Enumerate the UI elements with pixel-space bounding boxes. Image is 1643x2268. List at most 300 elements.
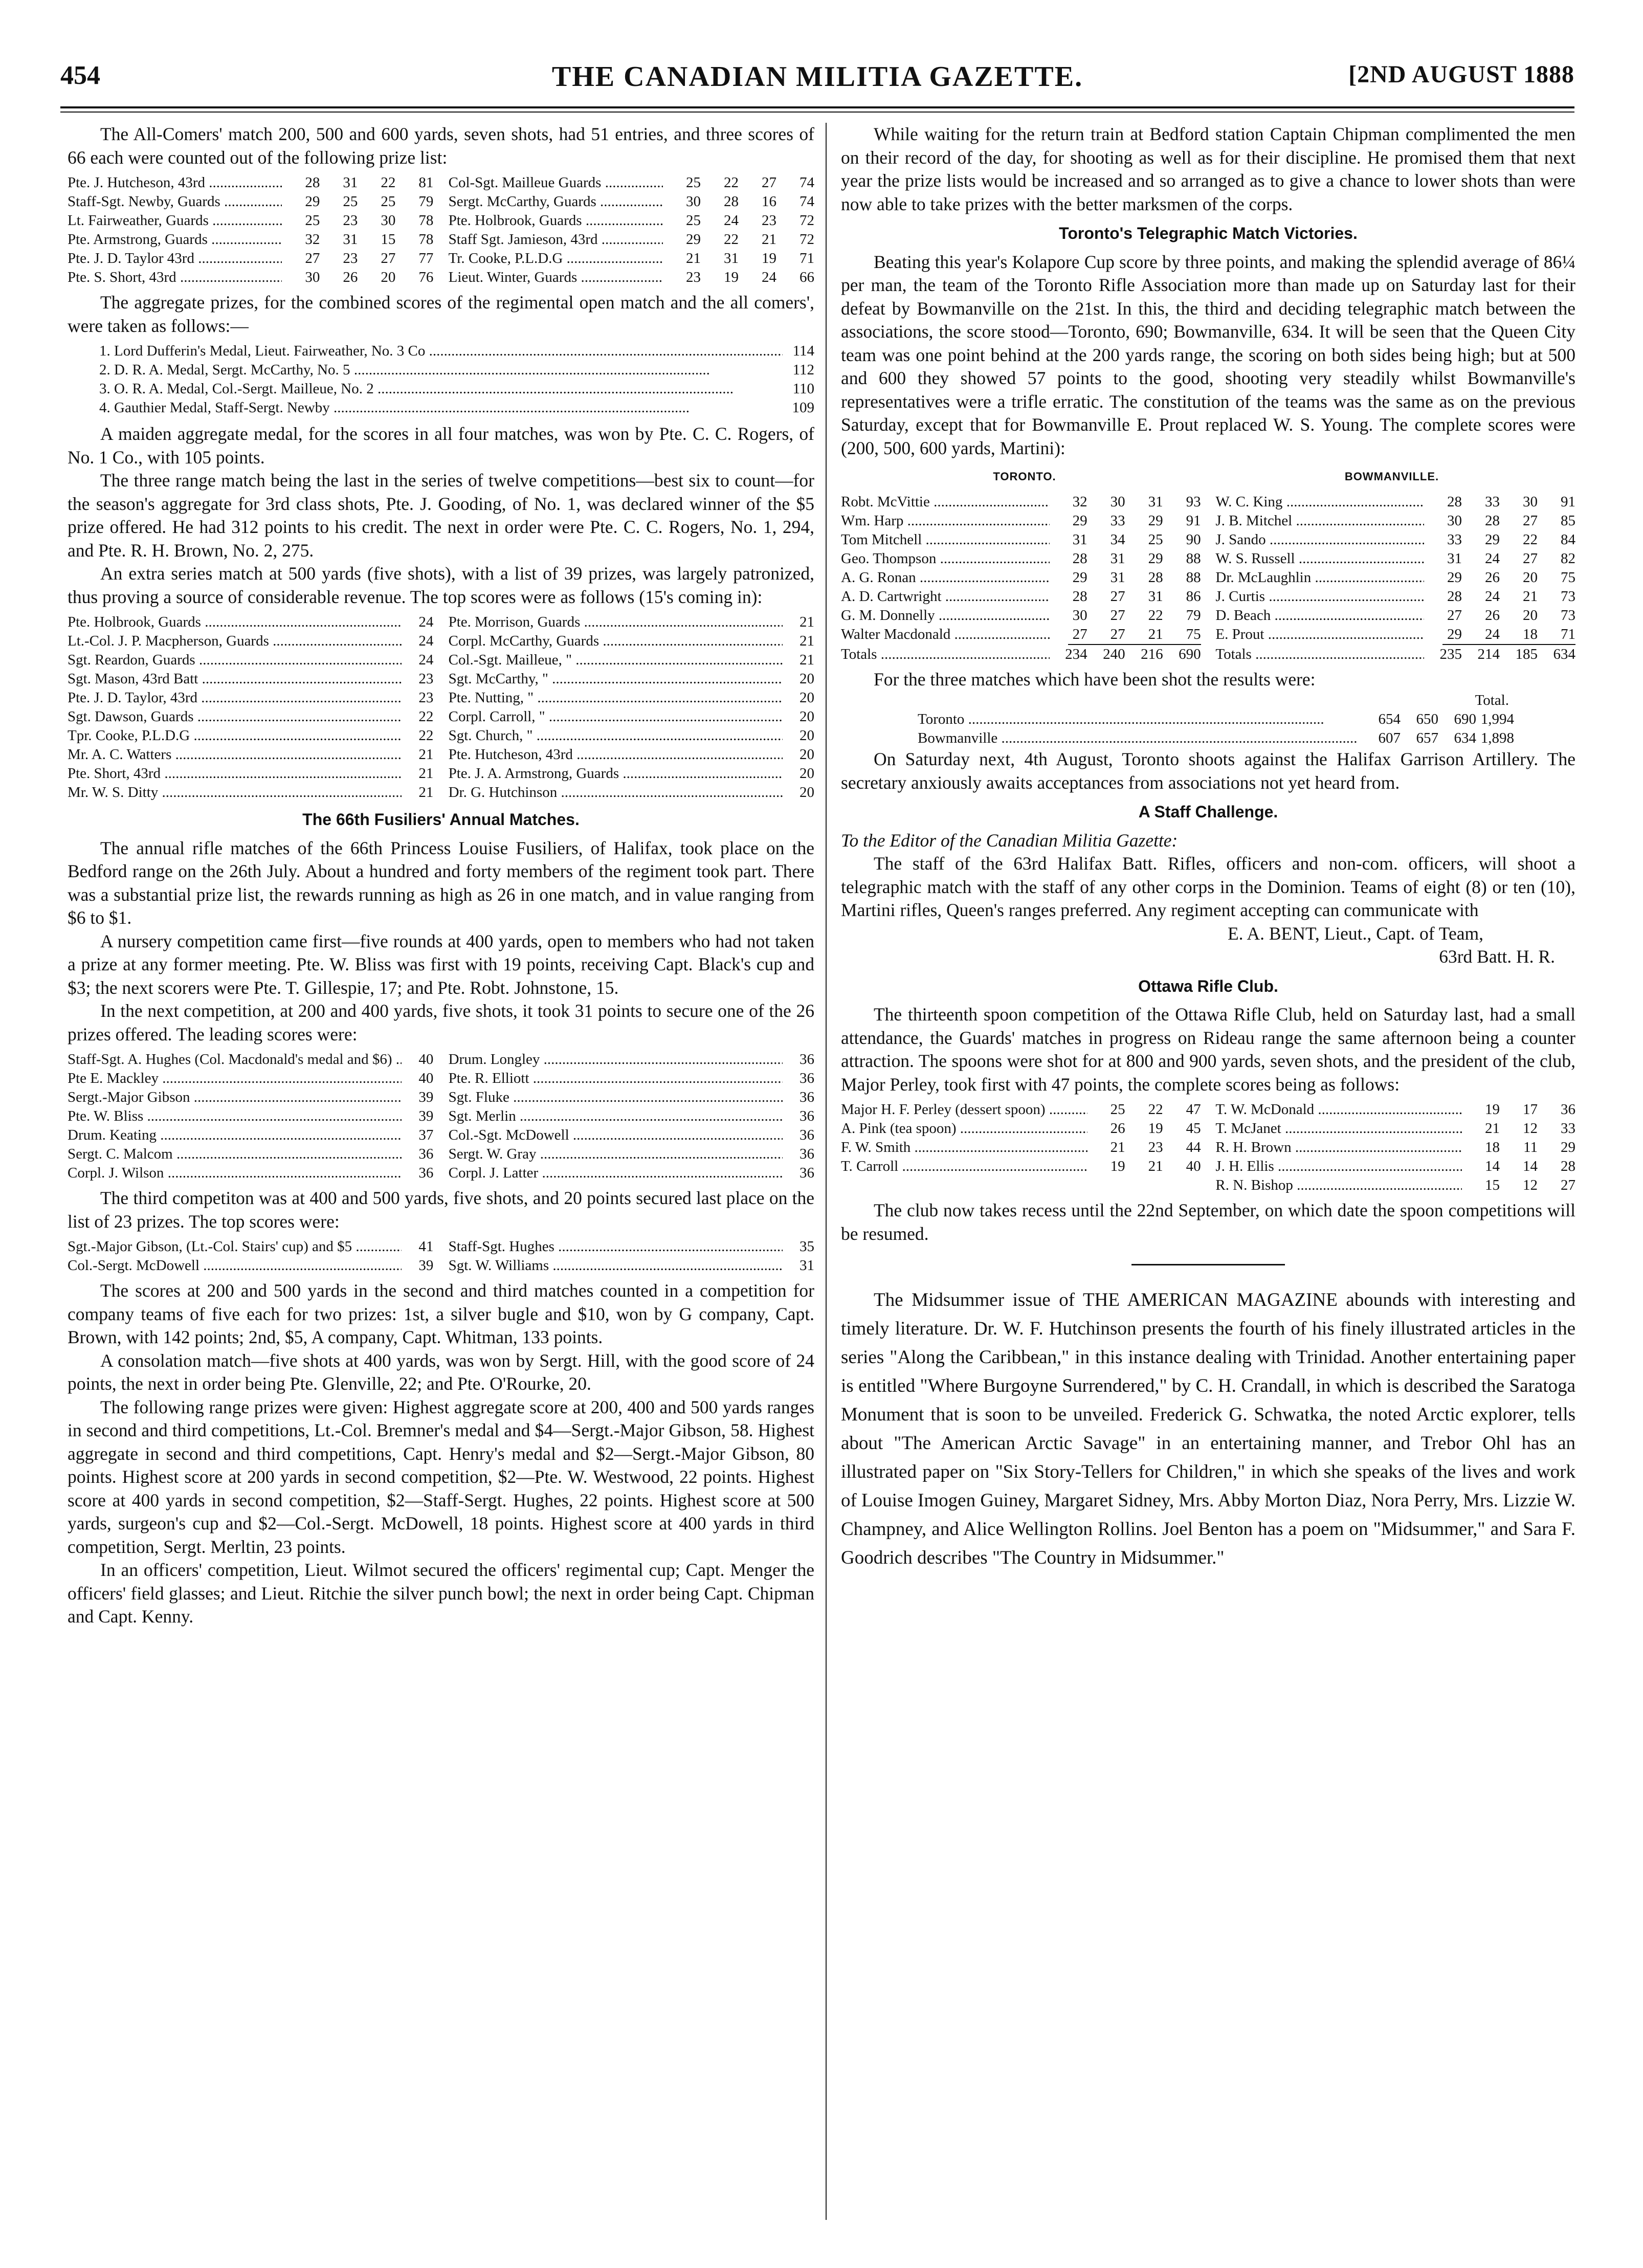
team-labels [841,465,1575,488]
row-score: 79 [1186,607,1201,624]
row-score: 27 [1072,626,1087,642]
row-score: 235 [1439,646,1462,662]
row-score: 25 [1110,1101,1125,1118]
separator-rule [1131,1264,1285,1265]
row-name: Pte E. Mackley ..... [68,1069,402,1088]
masthead-title: THE CANADIAN MILITIA GAZETTE. [551,61,1083,93]
table-row [449,1256,814,1275]
paragraph: The three range match being the last in the series of twelve competitions—best six to count—for the season's aggregate for 3rd class shots, Pte. J. Gooding, of No. 1, was declared winner of the $5 prize offered. He had 312 points to his credit. The next in order were Pte. C. C. Rogers, No. 1, 294, and Pte. R. H. Brown, No. 2, 275. [68,470,814,561]
table-row [1215,1119,1575,1138]
row-score: 18 [1485,1139,1500,1155]
row-score: 31 [1148,588,1163,605]
table-column [449,1237,814,1275]
table-row [449,707,814,726]
paragraph: The staff of the 63rd Halifax Batt. Rifles, officers and non-com. officers, will shoot a telegraphic match with the staff of any other corps in the Dominion. Teams of eight (8) or ten (10), Martini rifles, Queen's ranges preferred. Any regiment accepting can communicate with [841,853,1575,920]
row-score: 185 [1515,646,1538,662]
row-score: 31 [343,231,358,248]
row-name: Drum. Longley ..... [449,1050,783,1069]
aggregate-list [68,342,814,417]
results-rows [918,710,1514,748]
table-row [68,268,433,287]
table-row [68,230,433,249]
row-score: 24 [418,633,434,649]
row-score: 75 [1561,569,1575,586]
table-row [841,530,1201,549]
table-row [841,645,1201,664]
row-score: 30 [1523,493,1538,510]
row-score: 24 [1485,588,1500,605]
row-name: Pte. R. Elliott ..... [449,1069,783,1088]
row-score: 23 [343,212,358,229]
row-name: Col.-Sgt. Mailleue, " ..... [449,651,783,670]
row-name: Drum. Keating ..... [68,1126,402,1145]
paragraph: While waiting for the return train at Bedford station Captain Chipman complimented the men on their record of the day, for shooting as well as for their discipline. He promised them that next year the prize lists would be increased and so arranged as to give a chance to lower shots than were now able to take prizes with the better marksmen of the corps. [841,124,1575,214]
row-name: Pte. Holbrook, Guards ..... [449,211,663,230]
row-name: Pte. Morrison, Guards ..... [449,613,783,632]
row-score: 71 [1561,626,1575,642]
table-row [449,230,814,249]
row-name: Sgt. Reardon, Guards ..... [68,651,402,670]
row-score: 23 [343,250,358,266]
section-heading: Toronto's Telegraphic Match Victories. [1059,224,1358,242]
paragraph: For the three matches which have been shot the results were: [874,669,1316,690]
row-score: 654 [1378,711,1401,727]
row-score: 20 [800,727,814,744]
row-name: Tom Mitchell ..... [841,530,1050,549]
row-score: 21 [800,633,814,649]
row-score: 22 [418,727,434,744]
row-score: 28 [724,193,739,210]
row-score: 91 [1186,512,1201,529]
row-score: 234 [1065,646,1087,662]
paragraph: The All-Comers' match 200, 500 and 600 yards, seven shots, had 51 entries, and three scores of 66 each were counted out of the following prize list: [68,124,814,168]
second-competition-table [68,1050,814,1183]
table-row [1215,493,1575,512]
row-score: 27 [305,250,320,266]
row-score: 21 [1523,588,1538,605]
row-score: 30 [305,269,320,285]
table-row [449,1126,814,1145]
table-row [449,1050,814,1069]
row-name: Staff Sgt. Jamieson, 43rd ..... [449,230,663,249]
total-label: Total. [1475,692,1509,708]
row-score: 28 [1447,588,1462,605]
row-score: 28 [1561,1158,1575,1174]
row-name: Lieut. Winter, Guards ..... [449,268,663,287]
table-row [1215,512,1575,530]
header-rule [60,106,1574,108]
left-column [68,123,814,1629]
table-row [449,1088,814,1107]
row-score: 29 [1072,512,1087,529]
row-name: Sgt.-Major Gibson, (Lt.-Col. Stairs' cup) and $5 ..... [68,1237,402,1256]
row-score: 24 [724,212,739,229]
row-name: Dr. G. Hutchinson ..... [449,783,783,802]
row-score: 78 [418,212,434,229]
row-score: 36 [800,1127,814,1143]
table-column [1215,1100,1575,1195]
row-score: 25 [343,193,358,210]
table-row [68,651,433,670]
row-score: 22 [1523,531,1538,548]
row-score: 86 [1186,588,1201,605]
row-score: 19 [1110,1158,1125,1174]
third-competition-table [68,1237,814,1275]
row-name: 1. Lord Dufferin's Medal, Lieut. Fairweather, No. 3 Co ..... [99,342,783,361]
table-column [68,1237,433,1275]
letter-salutation: To the Editor of the Canadian Militia Gazette: [841,830,1178,851]
row-score: 657 [1416,730,1438,746]
table-row [449,745,814,764]
row-score: 36 [800,1070,814,1086]
row-score: 31 [1110,550,1125,567]
row-score: 29 [1447,626,1462,642]
row-score: 240 [1103,646,1125,662]
row-score: 26 [1485,569,1500,586]
table-row [68,1050,433,1069]
row-score: 30 [1072,607,1087,624]
row-name: Pte. J. A. Armstrong, Guards ..... [449,764,783,783]
row-score: 21 [418,784,434,801]
row-score: 31 [1148,493,1163,510]
row-score: 28 [1447,493,1462,510]
row-score: 30 [381,212,396,229]
table-row [918,710,1514,729]
row-score: 72 [800,231,814,248]
table-row [68,1069,433,1088]
row-name: Pte. Armstrong, Guards ..... [68,230,282,249]
row-name: Sgt. Mason, 43rd Batt ..... [68,670,402,688]
row-score: 19 [762,250,776,266]
row-score: 72 [800,212,814,229]
row-score: 91 [1561,493,1575,510]
table-column [68,173,433,287]
table-row [841,512,1201,530]
paragraph: A consolation match—five shots at 400 yards, was won by Sergt. Hill, with the good score of 24 points, the next in order being Pte. Glenville, 22; and Pte. O'Rourke, 20. [68,1350,814,1394]
row-score: 23 [1148,1139,1163,1155]
table-row [449,651,814,670]
bowmanville-totals [1215,645,1575,664]
row-score: 29 [1485,531,1500,548]
row-name: Pte. Nutting, " ..... [449,688,783,707]
row-score: 634 [1553,646,1575,662]
table-row [68,1107,433,1126]
table-row [1215,1100,1575,1119]
paragraph: The following range prizes were given: Highest aggregate score at 200, 400 and 500 yards ranges in second and third competitions, Lt.-Col. Bremner's medal and $4—Sergt.-Major Gibson, 58. Highest aggregate in second and third competitions, Capt. Henry's medal and $2—Sergt.-Major Gibson, 80 points. Highest score at 200 yards in second competition, $2—Pte. W. Westwood, 22 points. Highest score at 400 yards in second competition, $2—Staff-Sergt. Hughes, 22 points. Highest score at 500 yards, surgeon's cup and $2—Col.-Sergt. McDowell, 18 points. Highest score at 400 yards in third competition, Sergt. Merltin, 23 points. [68,1396,814,1557]
table-row [68,707,433,726]
results-table [841,691,1575,748]
row-name: Staff-Sgt. A. Hughes (Col. Macdonald's medal and $6) ..... [68,1050,402,1069]
row-name: Pte. J. D. Taylor, 43rd ..... [68,688,402,707]
row-score: 35 [800,1238,814,1255]
page-number: 454 [60,61,100,90]
row-name: Tr. Cooke, P.L.D.G ..... [449,249,663,268]
row-score: 15 [1485,1177,1500,1193]
paragraph: The annual rifle matches of the 66th Princess Louise Fusiliers, of Halifax, took place on the Bedford range on the 26th July. About a hundred and forty members of the regiment took part. There was a substantial prize list, the rewards running as high as 26 in one match, and in value ranging from $6 to $1. [68,837,814,928]
row-name: Corpl. Carroll, " ..... [449,707,783,726]
row-name: Sgt. Merlin ..... [449,1107,783,1126]
table-row [449,173,814,192]
row-name: Sgt. McCarthy, " ..... [449,670,783,688]
row-score: 27 [1523,512,1538,529]
row-score: 71 [800,250,814,266]
row-score: 25 [381,193,396,210]
row-name: Corpl. McCarthy, Guards ..... [449,632,783,651]
table-row [68,1145,433,1164]
row-score: 21 [1110,1139,1125,1155]
row-score: 690 [1179,646,1201,662]
row-score: 607 [1378,730,1401,746]
row-name: Sgt. Fluke ..... [449,1088,783,1107]
row-score: 29 [686,231,701,248]
row-name: Pte. W. Bliss ..... [68,1107,402,1126]
page-header [60,60,1574,101]
row-name: Corpl. J. Latter ..... [449,1164,783,1183]
row-name: Sergt.-Major Gibson ..... [68,1088,402,1107]
row-name: Corpl. J. Wilson ..... [68,1164,402,1183]
table-row [449,1164,814,1183]
table-row [68,613,433,632]
table-row [841,1138,1201,1157]
row-score: 27 [1561,1177,1575,1193]
table-row [449,249,814,268]
row-score: 36 [418,1165,434,1181]
row-name: 2. D. R. A. Medal, Sergt. McCarthy, No. 5 ..... [99,361,783,380]
section-heading: The 66th Fusiliers' Annual Matches. [302,810,580,829]
table-row [68,192,433,211]
row-score: 110 [792,381,814,397]
table-column [841,493,1201,664]
table-row [449,613,814,632]
row-score: 39 [418,1257,434,1274]
row-score: 19 [1148,1120,1163,1137]
row-score: 23 [686,269,701,285]
row-name: Staff-Sgt. Newby, Guards ..... [68,192,282,211]
row-name: Sergt. C. Malcom ..... [68,1145,402,1164]
row-name: Dr. McLaughlin ..... [1215,568,1424,587]
row-score: 28 [1485,512,1500,529]
row-name: Major H. F. Perley (dessert spoon) ..... [841,1100,1087,1119]
row-name: 4. Gauthier Medal, Staff-Sergt. Newby ..... [99,398,783,417]
row-score: 20 [800,690,814,706]
row-name: Col.-Sgt. McDowell ..... [449,1126,783,1145]
row-score: 1,898 [1480,730,1514,746]
row-name: T. W. McDonald ..... [1215,1100,1462,1119]
table-row [68,745,433,764]
row-score: 31 [1110,569,1125,586]
table-row [1215,530,1575,549]
table-row [68,398,814,417]
row-score: 93 [1186,493,1201,510]
table-row [68,688,433,707]
paragraph: The aggregate prizes, for the combined scores of the regimental open match and the all comers', were taken as follows:— [68,292,814,336]
paragraph: A maiden aggregate medal, for the scores in all four matches, was won by Pte. C. C. Rogers, of No. 1 Co., with 105 points. [68,424,814,468]
row-score: 40 [418,1070,434,1086]
row-score: 21 [418,746,434,763]
row-score: 27 [762,174,776,191]
row-score: 27 [1447,607,1462,624]
row-name: Lt. Fairweather, Guards ..... [68,211,282,230]
row-name: Geo. Thompson ..... [841,549,1050,568]
signature-line: 63rd Batt. H. R. [1439,946,1555,967]
table-row [449,192,814,211]
row-name: Toronto ..... [918,710,1363,729]
row-score: 11 [1523,1139,1538,1155]
row-score: 36 [800,1165,814,1181]
row-name: Pte. J. Hutcheson, 43rd ..... [68,173,282,192]
row-score: 25 [686,212,701,229]
row-score: 81 [418,174,434,191]
table-row [449,670,814,688]
row-name: J. B. Mitchel ..... [1215,512,1424,530]
row-score: 36 [418,1146,434,1162]
row-score: 25 [1148,531,1163,548]
ottawa-scores-table [841,1100,1575,1195]
table-row [68,726,433,745]
row-name: Walter Macdonald ..... [841,625,1050,644]
bowmanville-scores [1215,493,1575,644]
row-score: 66 [800,269,814,285]
table-row [1215,549,1575,568]
row-score: 216 [1141,646,1163,662]
row-score: 21 [418,765,434,782]
row-name: A. D. Cartwright ..... [841,587,1050,606]
row-score: 18 [1523,626,1538,642]
row-name: Sgt. W. Williams ..... [449,1256,783,1275]
extra-series-table [68,613,814,802]
row-score: 27 [1110,607,1125,624]
table-column [449,173,814,287]
table-row [449,688,814,707]
row-score: 31 [343,174,358,191]
table-row [68,380,814,398]
row-name: D. Beach ..... [1215,606,1424,625]
table-row [841,606,1201,625]
row-score: 24 [1485,626,1500,642]
row-score: 20 [1523,607,1538,624]
table-row [449,1237,814,1256]
row-score: 88 [1186,569,1201,586]
row-score: 29 [1148,512,1163,529]
table-row [449,1069,814,1088]
paragraph: The club now takes recess until the 22nd September, on which date the spoon competitions will be resumed. [841,1200,1575,1244]
row-score: 41 [418,1238,434,1255]
row-score: 36 [800,1146,814,1162]
row-score: 26 [1110,1120,1125,1137]
row-score: 20 [381,269,396,285]
row-score: 109 [792,399,814,416]
row-score: 36 [800,1051,814,1068]
paragraph: An extra series match at 500 yards (five shots), with a list of 39 prizes, was largely patronized, thus proving a source of considerable revenue. The top scores were as follows (15's coming in): [68,563,814,607]
row-score: 14 [1485,1158,1500,1174]
row-name: Sergt. W. Gray ..... [449,1145,783,1164]
paragraph: The scores at 200 and 500 yards in the second and third matches counted in a competition for company teams of five each for two prizes: 1st, a silver bugle and $10, won by G company, Capt. Brown, with 142 points; 2nd, $5, A company, Capt. Whitman, 133 points. [68,1280,814,1347]
row-score: 22 [724,174,739,191]
row-score: 24 [418,614,434,630]
row-name: F. W. Smith ..... [841,1138,1087,1157]
row-score: 27 [381,250,396,266]
row-score: 20 [800,708,814,725]
paragraph: On Saturday next, 4th August, Toronto shoots against the Halifax Garrison Artillery. The secretary anxiously awaits acceptances from associations not yet heard from. [841,749,1575,793]
table-column [68,1050,433,1183]
row-name: Staff-Sgt. Hughes ..... [449,1237,783,1256]
row-score: 30 [1110,493,1125,510]
row-score: 650 [1416,711,1438,727]
paragraph: The third competiton was at 400 and 500 yards, five shots, and 20 points secured last place on the list of 23 prizes. The top scores were: [68,1188,814,1232]
row-score: 15 [381,231,396,248]
table-row [1215,587,1575,606]
table-row [68,342,814,361]
allcomers-table [68,173,814,287]
row-name: Col-Sgt. Mailleue Guards ..... [449,173,663,192]
row-name: Tpr. Cooke, P.L.D.G ..... [68,726,402,745]
table-row [449,764,814,783]
table-row [841,1100,1201,1119]
right-column [841,123,1575,1572]
row-score: 22 [1148,607,1163,624]
row-score: 84 [1561,531,1575,548]
table-column [1215,493,1575,664]
row-name: J. Sando ..... [1215,530,1424,549]
row-score: 25 [686,174,701,191]
row-score: 74 [800,193,814,210]
table-row [1215,1157,1575,1176]
row-score: 76 [418,269,434,285]
row-score: 39 [418,1108,434,1124]
row-score: 26 [343,269,358,285]
row-score: 28 [1072,588,1087,605]
table-row [449,268,814,287]
table-row [68,670,433,688]
table-row [68,361,814,380]
table-row [841,587,1201,606]
row-name: Sergt. McCarthy, Guards ..... [449,192,663,211]
row-score: 36 [800,1108,814,1124]
row-name: J. Curtis ..... [1215,587,1424,606]
row-score: 12 [1523,1177,1538,1193]
row-score: 28 [1148,569,1163,586]
row-name: 3. O. R. A. Medal, Col.-Sergt. Mailleue, No. 2 ..... [99,380,783,398]
row-score: 36 [1561,1101,1575,1118]
row-score: 39 [418,1089,434,1105]
row-score: 22 [418,708,434,725]
team-label-bowmanville: BOWMANVILLE. [1344,470,1439,483]
row-score: 88 [1186,550,1201,567]
row-score: 32 [305,231,320,248]
row-score: 23 [418,671,434,687]
row-score: 90 [1186,531,1201,548]
row-score: 29 [1561,1139,1575,1155]
row-score: 79 [418,193,434,210]
table-row [918,729,1514,748]
row-score: 21 [800,614,814,630]
table-row [1215,1176,1575,1195]
table-row [68,1088,433,1107]
row-name: Totals ..... [841,645,1050,664]
row-score: 24 [762,269,776,285]
row-score: 30 [686,193,701,210]
row-name: Totals ..... [1215,645,1424,664]
row-name: W. C. King ..... [1215,493,1424,512]
row-score: 21 [1485,1120,1500,1137]
row-score: 85 [1561,512,1575,529]
row-score: 22 [1148,1101,1163,1118]
row-score: 16 [762,193,776,210]
paragraph: A nursery competition came first—five rounds at 400 yards, open to members who had not taken a prize at any former meeting. Pte. W. Bliss was first with 19 points, receiving Capt. Black's cup and $3; the next scorers were Pte. T. Gillespie, 17; and Pte. Robt. Johnstone, 15. [68,930,814,998]
row-score: 33 [1485,493,1500,510]
row-name: T. Carroll ..... [841,1157,1087,1176]
row-score: 28 [1072,550,1087,567]
